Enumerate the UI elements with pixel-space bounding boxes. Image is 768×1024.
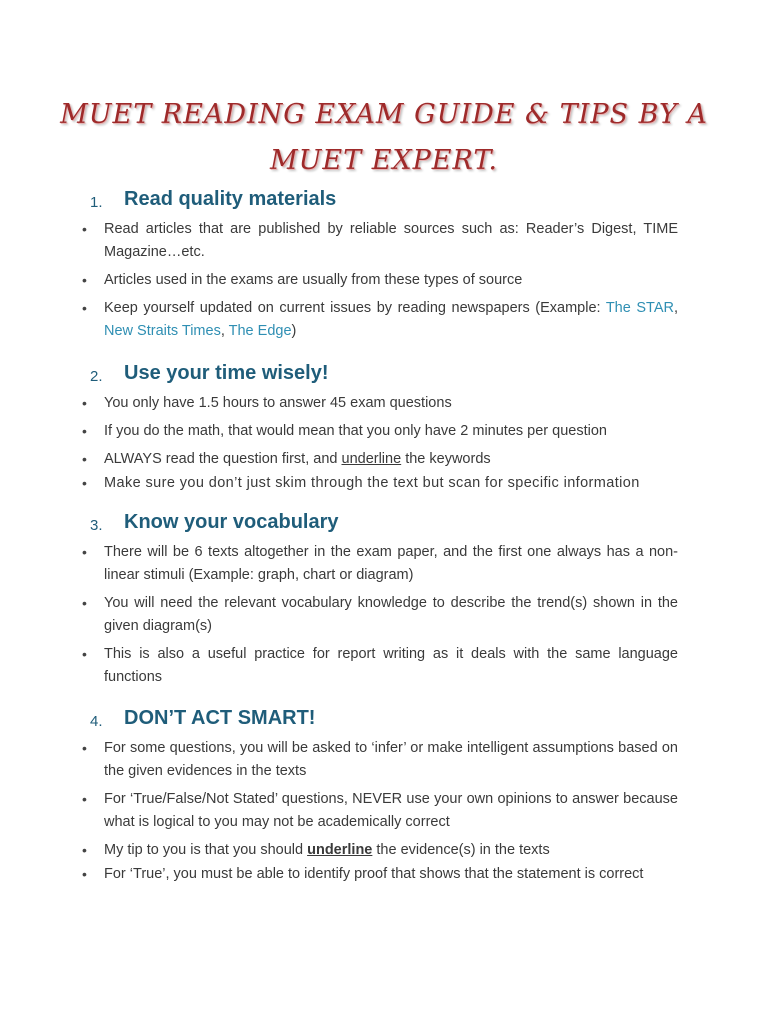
list-item — [82, 448, 678, 471]
section-heading — [0, 511, 768, 541]
list-item — [82, 643, 678, 689]
list-item — [82, 737, 678, 783]
bullet-icon: • — [82, 475, 87, 491]
bullet-icon: • — [82, 451, 87, 467]
bullet-icon: • — [82, 646, 87, 662]
list-item — [82, 392, 678, 415]
section-heading — [0, 707, 768, 737]
list-item-text-end: the keywords — [401, 451, 491, 467]
list-item-text: For ‘True’, you must be able to identify proof that shows that the statement is correct — [104, 866, 644, 882]
bullet-icon: • — [82, 272, 87, 288]
section-dont-act-smart — [0, 707, 768, 886]
underlined-word: underline — [341, 451, 402, 467]
section-title: Use your time wisely! — [124, 362, 329, 384]
list-item-text: Keep yourself updated on current issues by reading newspapers (Example: — [104, 300, 606, 316]
title-line-1: MUET READING EXAM GUIDE & TIPS BY A — [60, 99, 708, 130]
bullet-icon: • — [82, 842, 87, 858]
bullet-icon: • — [82, 740, 87, 756]
list-item-text-end: the evidence(s) in the texts — [372, 842, 550, 858]
bullet-list — [0, 541, 768, 689]
separator-text: , — [220, 323, 229, 339]
list-item-text: Articles used in the exams are usually from these types of source — [104, 272, 523, 288]
section-number: 3. — [90, 517, 103, 534]
list-item-text: For some questions, you will be asked to ‘infer’ or make intelligent assumptions based on the given evidences in the texts — [104, 740, 678, 779]
list-item — [82, 541, 678, 587]
link-the-edge[interactable]: The Edge — [228, 323, 292, 339]
list-item-text: Read articles that are published by reliable sources such as: Reader’s Digest, TIME Magazine…etc. — [104, 221, 678, 260]
bullet-list — [0, 392, 768, 495]
list-item-text: You only have 1.5 hours to answer 45 exam questions — [104, 395, 452, 411]
section-title: Know your vocabulary — [124, 511, 339, 533]
bullet-icon: • — [82, 423, 87, 439]
bullet-icon: • — [82, 221, 87, 237]
link-the-star[interactable]: The STAR — [605, 300, 674, 316]
section-title: DON’T ACT SMART! — [124, 707, 316, 729]
bullet-icon: • — [82, 544, 87, 560]
bullet-icon: • — [82, 595, 87, 611]
list-item-text: ALWAYS read the question first, and — [104, 451, 342, 467]
list-item-text: Make sure you don’t just skim through the text but scan for specific information — [104, 475, 640, 491]
bullet-list — [0, 737, 768, 886]
separator-text: , — [673, 300, 678, 316]
link-new-straits-times[interactable]: New Straits Times — [104, 323, 221, 339]
list-item — [82, 297, 678, 343]
list-item — [82, 269, 678, 292]
list-item — [82, 218, 678, 264]
list-item-text-end: ) — [291, 323, 297, 339]
list-item-text: For ‘True/False/Not Stated’ questions, NEVER use your own opinions to answer because what is logical to you may not be academically correct — [104, 791, 678, 830]
section-read-quality-materials — [0, 188, 768, 343]
section-number: 4. — [90, 713, 103, 730]
list-item — [82, 592, 678, 638]
section-number: 1. — [90, 194, 103, 211]
bullet-icon: • — [82, 791, 87, 807]
page-title — [0, 92, 768, 184]
list-item — [82, 420, 678, 443]
bullet-icon: • — [82, 300, 87, 316]
bullet-list — [0, 218, 768, 343]
section-heading — [0, 362, 768, 392]
list-item-text: There will be 6 texts altogether in the exam paper, and the first one always has a non-linear stimuli (Example: graph, chart or diagram) — [104, 544, 678, 583]
bullet-icon: • — [82, 395, 87, 411]
underlined-bold-word: underline — [307, 842, 373, 858]
list-item-text: You will need the relevant vocabulary knowledge to describe the trend(s) shown in the given diagram(s) — [104, 595, 678, 634]
list-item-text: If you do the math, that would mean that you only have 2 minutes per question — [104, 423, 607, 439]
list-item — [82, 863, 678, 886]
section-number: 2. — [90, 368, 103, 385]
list-item-text: My tip to you is that you should — [104, 842, 308, 858]
bullet-icon: • — [82, 866, 87, 882]
list-item — [82, 472, 678, 495]
title-line-2: MUET EXPERT. — [270, 145, 498, 176]
section-title: Read quality materials — [124, 188, 337, 210]
section-know-your-vocabulary — [0, 511, 768, 689]
list-item — [82, 839, 678, 862]
section-use-your-time-wisely — [0, 362, 768, 495]
section-heading — [0, 188, 768, 218]
list-item-text: This is also a useful practice for report writing as it deals with the same language functions — [104, 646, 678, 685]
list-item — [82, 788, 678, 834]
